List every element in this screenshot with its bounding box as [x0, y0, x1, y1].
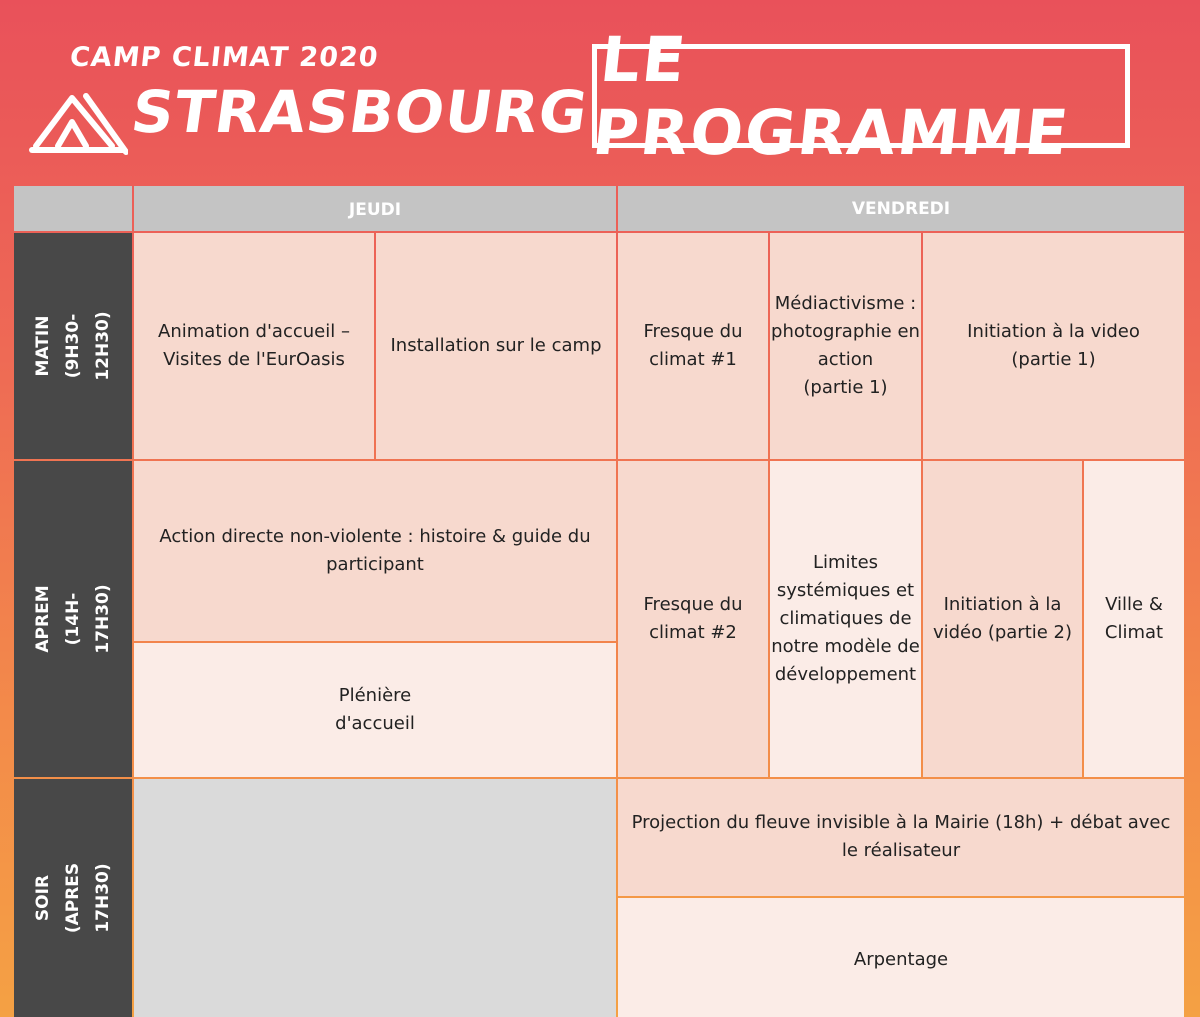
program-title: LE PROGRAMME: [589, 23, 1074, 169]
city-title: STRASBOURG: [127, 78, 593, 146]
session-arpentage-text: Arpentage: [853, 949, 949, 970]
session-projection: [618, 779, 1184, 896]
column-header-jeudi: [134, 186, 616, 231]
session-pleniere: [134, 643, 616, 777]
session-ville-climat-text: Ville & Climat: [1104, 594, 1164, 643]
session-animation-text: Animation d'accueil – Visites de l'EurOasis: [158, 321, 350, 370]
session-action-directe-text: Action directe non-violente : histoire & guide du participant: [159, 526, 591, 575]
session-video-1: [923, 233, 1184, 459]
row-label-aprem: [14, 461, 132, 777]
tent-icon: [28, 88, 128, 158]
session-pleniere-text: Plénière d'accueil: [335, 685, 415, 734]
session-fresque-2: [618, 461, 768, 777]
session-mediactivisme: [770, 233, 921, 459]
row-label-soir: [14, 779, 132, 1017]
program-title-box: [589, 23, 1130, 169]
corner-cell: [14, 186, 132, 231]
session-fresque-1-text: Fresque du climat #1: [643, 321, 743, 370]
session-fresque-1: [618, 233, 768, 459]
camp-title: CAMP CLIMAT 2020: [68, 42, 381, 73]
session-video-2-text: Initiation à la vidéo (partie 2): [932, 594, 1073, 643]
column-header-jeudi-label: JEUDI: [348, 200, 402, 220]
session-projection-text: Projection du fleuve invisible à la Mairie (18h) + débat avec le réalisateur: [631, 812, 1171, 861]
session-fresque-2-text: Fresque du climat #2: [643, 594, 743, 643]
row-label-soir-text: SOIR (APRES 17H30): [33, 862, 113, 934]
session-installation: [376, 233, 616, 459]
session-installation-text: Installation sur le camp: [390, 335, 602, 356]
session-limites: [770, 461, 921, 777]
session-animation: [134, 233, 374, 459]
session-video-2: [923, 461, 1082, 777]
column-header-vendredi-label: VENDREDI: [851, 198, 951, 219]
session-video-1-text: Initiation à la video (partie 1): [967, 321, 1140, 370]
column-header-vendredi: [618, 186, 1184, 231]
session-mediactivisme-text: Médiactivisme : photographie en action (partie 1): [771, 293, 920, 398]
session-action-directe: [134, 461, 616, 641]
row-label-aprem-text: APREM (14H-17H30): [33, 584, 113, 654]
session-ville-climat: [1084, 461, 1184, 777]
session-limites-text: Limites systémiques et climatiques de notre modèle de développement: [771, 552, 920, 685]
session-arpentage: [618, 898, 1184, 1017]
row-label-matin-text: MATIN (9H30-12H30): [33, 311, 113, 381]
empty-cell-jeudi-soir: [134, 779, 616, 1017]
row-label-matin: [14, 233, 132, 459]
